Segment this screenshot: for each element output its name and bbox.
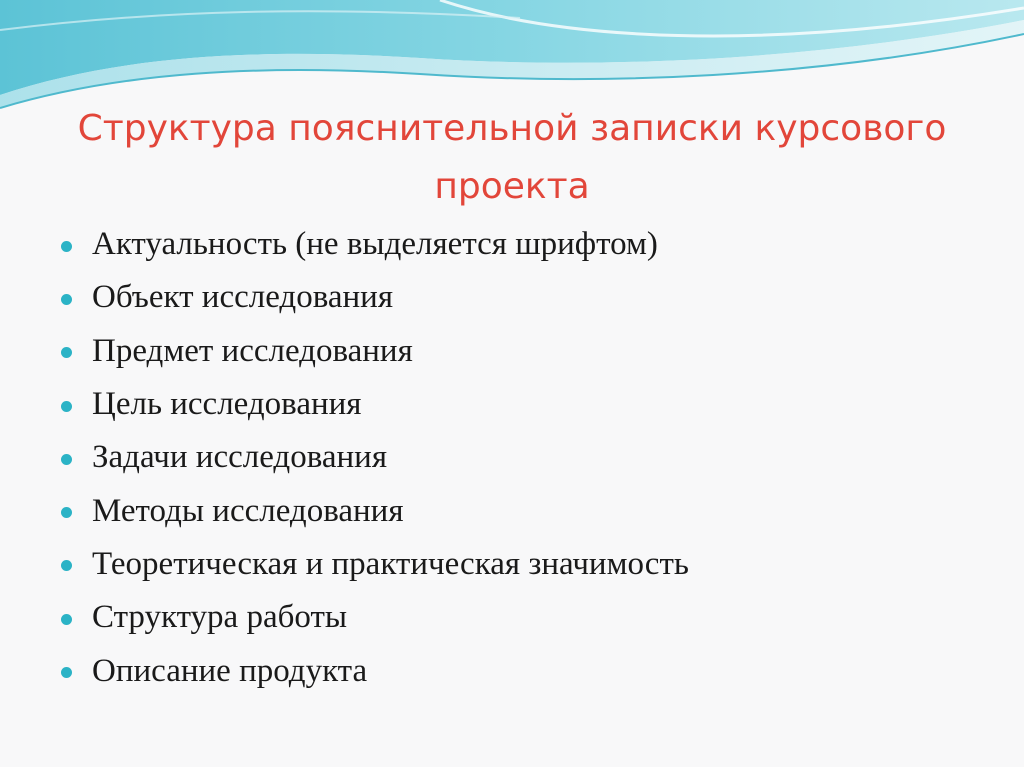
bullet-text: Объект исследования xyxy=(92,279,393,316)
bullet-text: Описание продукта xyxy=(92,652,368,689)
list-item xyxy=(60,431,960,484)
bullet-text: Теоретическая и практическая значимость xyxy=(92,545,689,582)
header-wave-decoration xyxy=(0,0,1024,110)
bullet-dot-icon xyxy=(61,614,72,625)
bullet-dot-icon xyxy=(61,454,72,465)
list-item xyxy=(60,644,960,697)
bullet-dot-icon xyxy=(61,294,72,305)
bullet-dot-icon xyxy=(61,347,72,358)
bullet-dot-icon xyxy=(61,667,72,678)
bullet-text: Цель исследования xyxy=(92,386,362,423)
bullet-dot-icon xyxy=(61,401,72,412)
bullet-text: Актуальность (не выделяется шрифтом) xyxy=(92,226,658,263)
bullet-list xyxy=(60,218,960,698)
list-item xyxy=(60,538,960,591)
bullet-text: Задачи исследования xyxy=(92,439,388,476)
list-item xyxy=(60,484,960,537)
list-item xyxy=(60,325,960,378)
list-item xyxy=(60,591,960,644)
bullet-dot-icon xyxy=(61,241,72,252)
bullet-text: Предмет исследования xyxy=(92,332,413,369)
list-item xyxy=(60,378,960,431)
bullet-dot-icon xyxy=(61,560,72,571)
bullet-text: Методы исследования xyxy=(92,492,404,529)
list-item xyxy=(60,218,960,271)
bullet-dot-icon xyxy=(61,507,72,518)
slide-title: Структура пояснительной записки курсового проекта xyxy=(77,108,947,207)
list-item xyxy=(60,271,960,324)
bullet-text: Структура работы xyxy=(92,599,348,636)
